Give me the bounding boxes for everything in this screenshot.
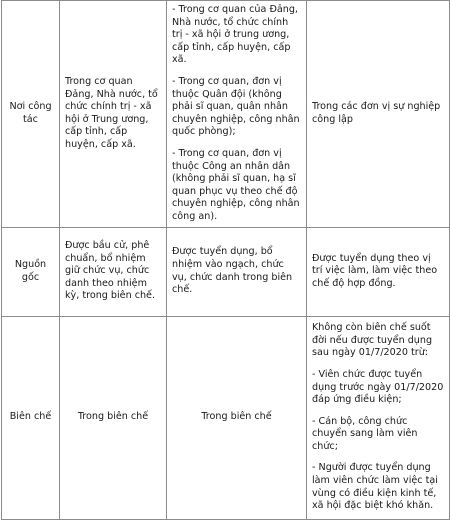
cell-paragraph: - Người được tuyển dụng làm viên chức làm việc tại vùng có điều kiện kinh tế, xã hội đặc biệt khó khăn. xyxy=(312,462,438,512)
cell-paragraph: Trong các đơn vị sự nghiệp công lập xyxy=(312,101,441,125)
cell-paragraph: - Cán bộ, công chức chuyển sang làm viên chức; xyxy=(312,415,418,452)
cell-paragraph: Được tuyển dụng, bổ nhiệm vào ngạch, chức vụ, chức danh trong biên chế. xyxy=(172,246,293,296)
cell-officials-workplace xyxy=(60,1,167,228)
cell-paragraph: Trong biên chế xyxy=(77,411,149,423)
comparison-table xyxy=(1,0,450,520)
cell-public-employees-staffing xyxy=(307,316,450,519)
cell-paragraph: - Trong cơ quan, đơn vị thuộc Quân đội (không phải sĩ quan, quân nhân chuyên nghiệp, công nhân quốc phòng); xyxy=(172,75,300,138)
cell-paragraph: - Trong cơ quan, đơn vị thuộc Công an nhân dân (không phải sĩ quan, hạ sĩ quan phục vụ theo chế độ chuyên nghiệp, công nhân công an). xyxy=(172,147,300,222)
row-label-origin: Nguồn gốc xyxy=(2,227,60,316)
cell-public-employees-origin xyxy=(307,227,450,316)
cell-paragraph: Được tuyển dụng theo vị trí việc làm, làm việc theo chế độ hợp đồng. xyxy=(312,252,438,289)
cell-paragraph: - Trong cơ quan của Đảng, Nhà nước, tổ chức chính trị - xã hội ở trung ương, cấp tỉnh, cấp huyện, cấp xã. xyxy=(172,4,298,66)
table-row xyxy=(2,227,450,316)
table-row xyxy=(2,1,450,228)
cell-paragraph: Không còn biên chế suốt đời nếu được tuyển dụng sau ngày 01/7/2020 trừ: xyxy=(312,322,433,359)
cell-civil-servants-workplace xyxy=(167,1,307,228)
cell-paragraph: Trong biên chế xyxy=(201,411,272,423)
cell-civil-servants-origin xyxy=(167,227,307,316)
row-label-workplace: Nơi công tác xyxy=(2,1,60,228)
cell-officials-origin xyxy=(60,227,167,316)
cell-officials-staffing xyxy=(60,316,167,519)
cell-civil-servants-staffing xyxy=(167,316,307,519)
cell-public-employees-workplace xyxy=(307,1,450,228)
cell-paragraph: Được bầu cử, phê chuẩn, bổ nhiệm giữ chức vụ, chức danh theo nhiệm kỳ, trong biên chế. xyxy=(65,240,156,302)
table-row xyxy=(2,316,450,519)
cell-paragraph: Trong cơ quan Đảng, Nhà nước, tổ chức chính trị - xã hội ở Trung ương, cấp tỉnh, cấp huyện, cấp xã. xyxy=(65,75,158,150)
row-label-staffing: Biên chế xyxy=(2,316,60,519)
cell-paragraph: - Viên chức được tuyển dụng trước ngày 01/7/2020 đáp ứng điều kiện; xyxy=(312,368,444,406)
